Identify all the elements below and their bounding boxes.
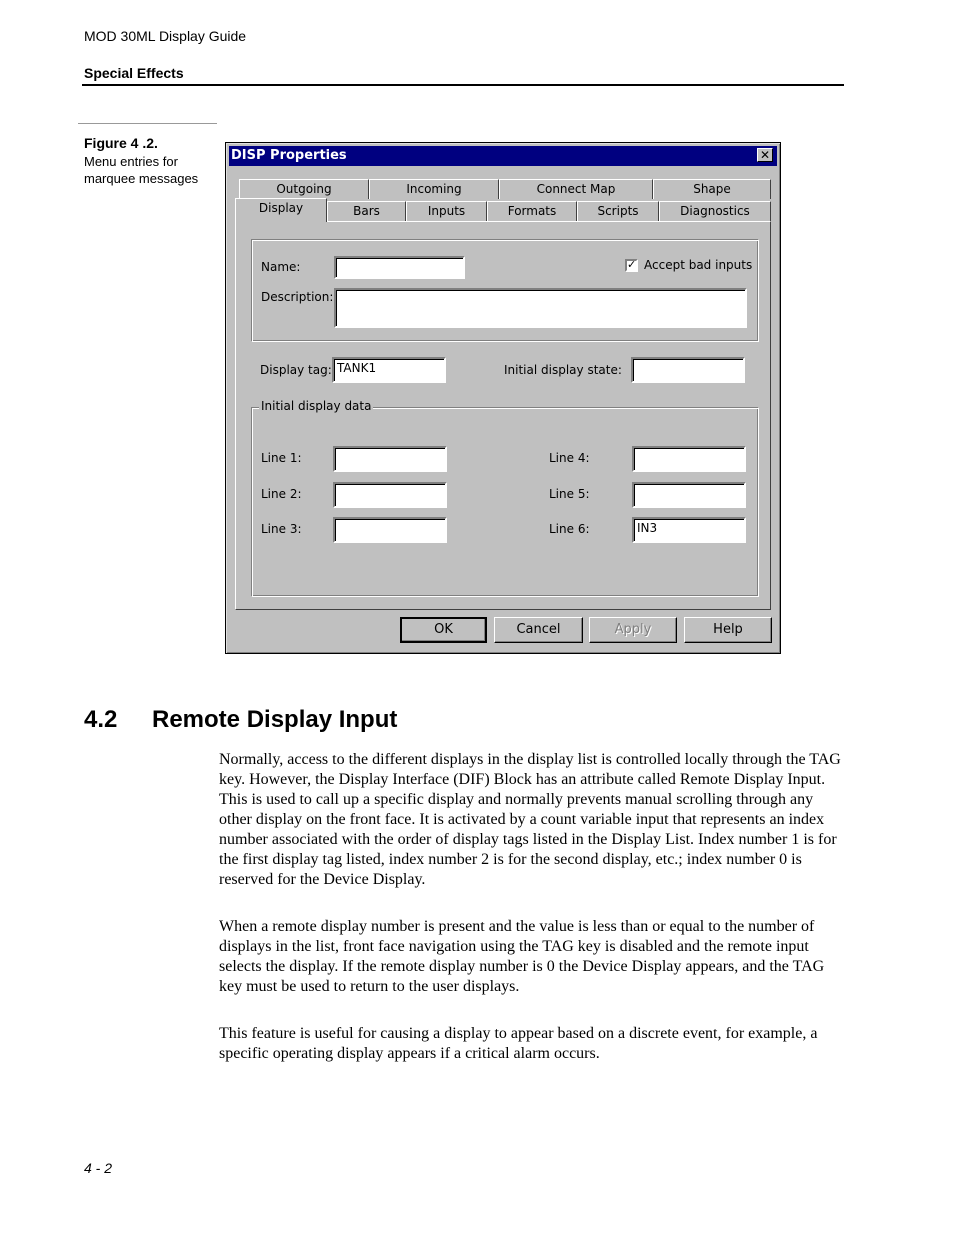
- section-title: Remote Display Input: [152, 706, 398, 733]
- line-3-label: Line 3:: [261, 522, 302, 536]
- tab-bars[interactable]: Bars: [327, 201, 406, 221]
- disp-properties-dialog: [225, 142, 781, 654]
- tab-panel-display: [235, 221, 771, 610]
- line-2-label: Line 2:: [261, 487, 302, 501]
- document-title: MOD 30ML Display Guide: [84, 28, 247, 44]
- help-button[interactable]: Help: [684, 617, 772, 643]
- line-4-label: Line 4:: [549, 451, 590, 465]
- name-field[interactable]: [334, 256, 465, 279]
- description-label: Description:: [261, 290, 334, 304]
- paragraph-remote-display-intro: Normally, access to the different displays in the display list is controlled locally through the TAG key. However, the Display Interface (DIF) Block has an attribute called Remote Display Input. This is used to call up a specific display and normally prevents manual scrolling through any other display on the front face. It is activated by a count variable input that represents an index number associated with the order of display tags listed in the Display List. Index number 1 is for the first display tag listed, index number 2 is for the second display, etc.; index number 0 is reserved for the Device Display.: [219, 751, 841, 888]
- dialog-titlebar[interactable]: [229, 146, 777, 166]
- line-4-field[interactable]: [632, 446, 746, 472]
- display-tag-field[interactable]: TANK1: [332, 357, 446, 383]
- close-icon[interactable]: ✕: [757, 148, 773, 162]
- line-5-field[interactable]: [632, 482, 746, 508]
- initial-display-state-label: Initial display state:: [504, 363, 622, 377]
- line-3-field[interactable]: [333, 517, 447, 543]
- tab-inputs[interactable]: Inputs: [406, 201, 487, 221]
- display-tag-label: Display tag:: [260, 363, 332, 377]
- line-1-field[interactable]: [333, 446, 447, 472]
- section-number: 4.2: [84, 706, 118, 733]
- header-divider: [82, 84, 844, 86]
- tab-formats[interactable]: Formats: [487, 201, 577, 221]
- identity-group: [251, 239, 759, 342]
- figure-label: Figure 4 .2.: [84, 135, 158, 151]
- tab-outgoing[interactable]: Outgoing: [239, 179, 369, 199]
- initial-display-state-field[interactable]: [631, 357, 745, 383]
- line-6-label: Line 6:: [549, 522, 590, 536]
- line-5-label: Line 5:: [549, 487, 590, 501]
- accept-bad-inputs-checkbox[interactable]: ✓: [627, 258, 637, 271]
- paragraph-remote-display-behavior: When a remote display number is present and the value is less than or equal to the number of displays in the list, front face navigation using the TAG key is disabled and the remote input selects the display. If the remote display number is 0 the Device Display appears, and the TAG key must be used to return to the user displays.: [219, 918, 825, 995]
- tab-incoming[interactable]: Incoming: [369, 179, 499, 199]
- accept-bad-inputs-label: Accept bad inputs: [644, 258, 753, 272]
- name-label: Name:: [261, 260, 301, 274]
- paragraph-remote-display-usage: This feature is useful for causing a display to appear based on a discrete event, for example, a specific operating display appears if a critical alarm occurs.: [219, 1025, 818, 1062]
- apply-button[interactable]: Apply: [589, 617, 677, 643]
- tab-diagnostics[interactable]: Diagnostics: [659, 201, 771, 221]
- description-field[interactable]: [334, 288, 747, 328]
- tab-shape[interactable]: Shape: [653, 179, 771, 199]
- line-6-field[interactable]: IN3: [632, 517, 746, 543]
- cancel-button[interactable]: Cancel: [494, 617, 583, 643]
- page-number: 4 - 2: [84, 1160, 113, 1176]
- figure-caption: Menu entries for marquee messages: [84, 154, 199, 186]
- line-1-label: Line 1:: [261, 451, 302, 465]
- figure-divider: [78, 123, 217, 124]
- ok-button[interactable]: OK: [400, 617, 487, 643]
- initial-display-data-group: [251, 399, 759, 597]
- initial-display-data-title: Initial display data: [261, 399, 372, 413]
- dialog-title: DISP Properties: [231, 148, 347, 163]
- tab-connect-map[interactable]: Connect Map: [499, 179, 653, 199]
- tab-display[interactable]: Display: [235, 198, 327, 222]
- line-2-field[interactable]: [333, 482, 447, 508]
- section-header: Special Effects: [84, 65, 184, 81]
- tab-scripts[interactable]: Scripts: [577, 201, 659, 221]
- section-heading: [84, 706, 397, 734]
